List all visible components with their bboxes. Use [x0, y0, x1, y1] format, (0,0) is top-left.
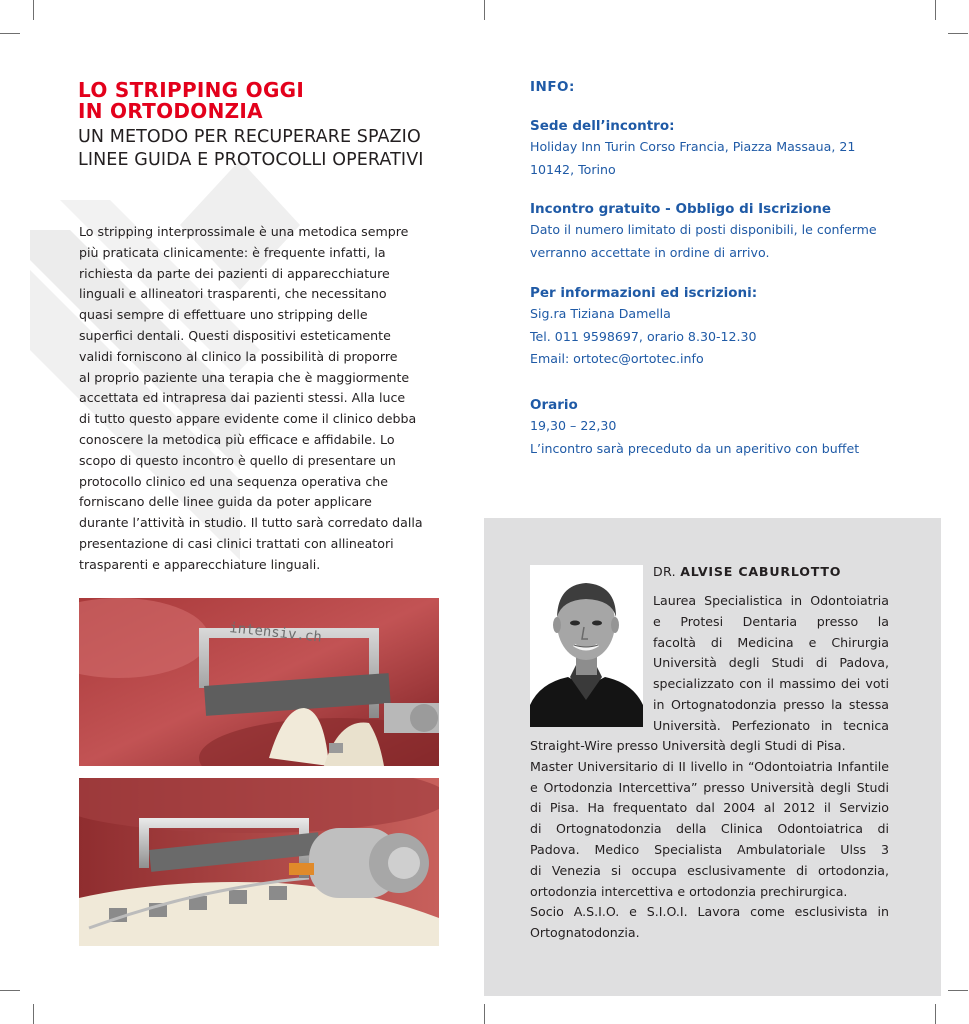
registration-line-1: Dato il numero limitato di posti disponibili, le conferme	[530, 222, 877, 237]
bio-line: di Pisa. Ha frequentato dal 2004 al 2012 il Servizio	[530, 800, 889, 816]
intro-line: protocollo clinico ed una sequenza operativa che	[79, 473, 388, 489]
intro-line: presentazione di casi clinici trattati con allineatori	[79, 535, 394, 551]
bio-line: di Venezia si occupa esclusivamente di ortodonzia,	[530, 862, 889, 878]
intro-line: forniscano delle linee guida da poter applicare	[79, 494, 372, 510]
intro-line: al proprio paziente una terapia che è maggiormente	[79, 369, 410, 385]
intro-line: validi forniscono al clinico la possibilità di proporre	[79, 348, 398, 364]
crop-mark	[484, 0, 485, 20]
crop-mark	[935, 1004, 936, 1024]
crop-mark	[0, 990, 20, 991]
bio-line: e Protesi Dentaria presso la	[653, 613, 889, 629]
speaker-bio-bottom	[530, 736, 889, 944]
stripping-photo-1	[79, 598, 439, 766]
bio-line: e Ortodonzia Intercettiva” presso Università degli Studi	[530, 779, 889, 795]
bio-line: Università. Perfezionato in tecnica	[653, 717, 889, 733]
contact-title: Per informazioni ed iscrizioni:	[530, 285, 758, 301]
title-line-2: IN ORTODONZIA	[78, 99, 263, 123]
speaker-name	[653, 564, 841, 579]
bio-line: Straight-Wire presso Università degli Studi di Pisa.	[530, 738, 846, 753]
registration-title: Incontro gratuito - Obbligo di Iscrizione	[530, 201, 832, 217]
schedule-time: 19,30 – 22,30	[530, 418, 617, 433]
registration-section	[530, 199, 930, 264]
intro-line: trasparenti e apparecchiature linguali.	[79, 556, 321, 572]
intro-paragraph	[79, 222, 439, 576]
bio-line: Padova. Medico Specialista Ambulatoriale Ulss 3	[530, 841, 889, 857]
page-subtitle	[78, 126, 424, 172]
intro-line: più praticata clinicamente: è frequente infatti, la	[79, 244, 386, 260]
bio-line: facoltà di Medicina e Chirurgia	[653, 634, 889, 650]
speaker-prefix: DR.	[653, 564, 676, 579]
intro-line: di tutto questo appare evidente come il clinico debba	[79, 411, 417, 427]
contact-name: Sig.ra Tiziana Damella	[530, 306, 671, 321]
bio-line: in Ortognatodonzia presso la stessa	[653, 696, 889, 712]
intro-line: superfici dentali. Questi dispositivi esteticamente	[79, 327, 391, 343]
contact-section	[530, 283, 930, 371]
intro-line: conoscere la metodica più efficace e affidabile. Lo	[79, 431, 395, 447]
registration-line-2: verranno accettate in ordine di arrivo.	[530, 244, 770, 260]
schedule-note: L’incontro sarà preceduto da un aperitivo con buffet	[530, 440, 860, 456]
crop-mark	[948, 990, 968, 991]
schedule-section	[530, 395, 930, 460]
intro-line: accettata ed intrapresa dai pazienti stessi. Alla luce	[79, 390, 406, 406]
info-heading: INFO:	[530, 79, 575, 95]
schedule-title: Orario	[530, 397, 578, 413]
venue-city: 10142, Torino	[530, 161, 616, 177]
contact-phone: Tel. 011 9598697, orario 8.30-12.30	[530, 328, 757, 344]
speaker-portrait	[530, 565, 643, 727]
venue-title: Sede dell’incontro:	[530, 118, 675, 134]
crop-mark	[33, 1004, 34, 1024]
bio-line: Laurea Specialistica in Odontoiatria	[653, 593, 889, 608]
intro-line: durante l’attività in studio. Il tutto sarà corredato dalla	[79, 515, 423, 531]
page-title	[78, 80, 304, 122]
intro-line: scopo di questo incontro è quello di presentare un	[79, 452, 396, 468]
bio-line: specializzato con il massimo dei voti	[653, 676, 889, 692]
stripping-photo-2	[79, 778, 439, 946]
instrument-engraving: intensiv.ch	[228, 620, 323, 646]
bio-line: Socio A.S.I.O. e S.I.O.I. Lavora come esclusivista in	[530, 904, 889, 920]
intro-line: linguali e allineatori trasparenti, che necessitano	[79, 286, 387, 302]
venue-address: Holiday Inn Turin Corso Francia, Piazza Massaua, 21	[530, 139, 856, 154]
contact-email[interactable]: Email: ortotec@ortotec.info	[530, 351, 704, 366]
bio-line: Università degli Studi di Padova,	[653, 655, 889, 671]
bio-line: Master Universitario di II livello in “Odontoiatria Infantile	[530, 758, 889, 774]
crop-mark	[935, 0, 936, 20]
intro-line: richiesta da parte dei pazienti di apparecchiature	[79, 265, 390, 281]
intro-line: quasi sempre di effettuare uno stripping delle	[79, 307, 368, 323]
title-line-1: LO STRIPPING OGGI	[78, 78, 305, 102]
crop-mark	[948, 33, 968, 34]
subtitle-line-2: LINEE GUIDA E PROTOCOLLI OPERATIVI	[78, 150, 424, 170]
subtitle-line-1: UN METODO PER RECUPERARE SPAZIO	[78, 127, 421, 147]
crop-mark	[484, 1004, 485, 1024]
speaker-bio-top	[653, 591, 889, 737]
venue-section	[530, 116, 930, 181]
intro-line: Lo stripping interprossimale è una metodica sempre	[79, 224, 409, 239]
speaker-name-bold: ALVISE CABURLOTTO	[680, 564, 842, 579]
bio-line: di Ortognatodonzia della Clinica Odontoiatrica di	[530, 821, 889, 837]
bio-line: Ortognatodonzia.	[530, 925, 640, 941]
bio-line: ortodonzia intercettiva e ortodonzia prechirurgica.	[530, 883, 848, 899]
